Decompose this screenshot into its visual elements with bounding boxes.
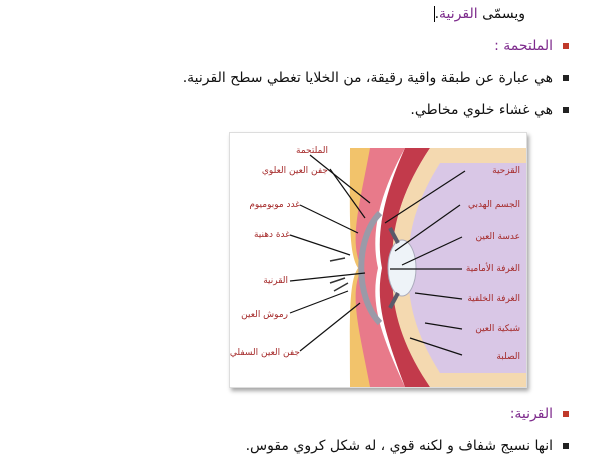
label-posterior-chamber: الغرفة الخلفية (467, 294, 520, 304)
intro-line (432, 6, 525, 22)
label-cornea: القرنية (263, 276, 288, 286)
label-iris: القزحية (492, 166, 520, 176)
bullet-icon (563, 411, 569, 417)
bullet-icon (563, 75, 569, 81)
conjunctiva-item-2: هي غشاء خلوي مخاطي. (410, 102, 553, 118)
label-sclera: الصلبة (496, 352, 520, 362)
bullet-icon (563, 43, 569, 49)
label-lower-eyelid: جفن العين السفلي (230, 348, 300, 358)
label-upper-eyelid: جفن العين العلوي (261, 166, 328, 176)
label-meibomian: غدد موبوميوم (249, 200, 300, 210)
cornea-heading: القرنية: (509, 406, 553, 422)
label-conjunctiva: الملتحمة (296, 146, 328, 156)
cornea-heading-row (510, 406, 569, 422)
lens-shape (388, 240, 416, 296)
intro-highlight: القرنية (439, 6, 478, 22)
bullet-icon (563, 107, 569, 113)
label-lens: عدسة العين (475, 232, 520, 242)
list-item (410, 102, 569, 118)
eye-anatomy-figure (229, 132, 527, 388)
cornea-item-1: انها نسيج شفاف و لكنه قوي ، له شكل كروي مقوس. (245, 438, 553, 454)
intro-suffix: . (434, 6, 440, 22)
label-retina: شبكية العين (475, 324, 520, 334)
bullet-icon (563, 443, 569, 449)
conjunctiva-item-1: هي عبارة عن طبقة واقية رقيقة، من الخلايا تغطي سطح القرنية. (182, 70, 553, 86)
label-eyelashes: رموش العين (241, 310, 288, 320)
list-item (183, 70, 569, 86)
conjunctiva-heading-row (494, 38, 569, 54)
label-anterior-chamber: الغرفة الأمامية (465, 264, 520, 274)
label-sebaceous: غدة دهنية (253, 230, 290, 240)
eye-diagram (230, 133, 526, 387)
list-item (246, 438, 569, 454)
label-ciliary-body: الجسم الهدبي (467, 200, 520, 210)
conjunctiva-heading: الملتحمة : (494, 38, 553, 54)
intro-prefix: ويسمّى (477, 6, 525, 22)
